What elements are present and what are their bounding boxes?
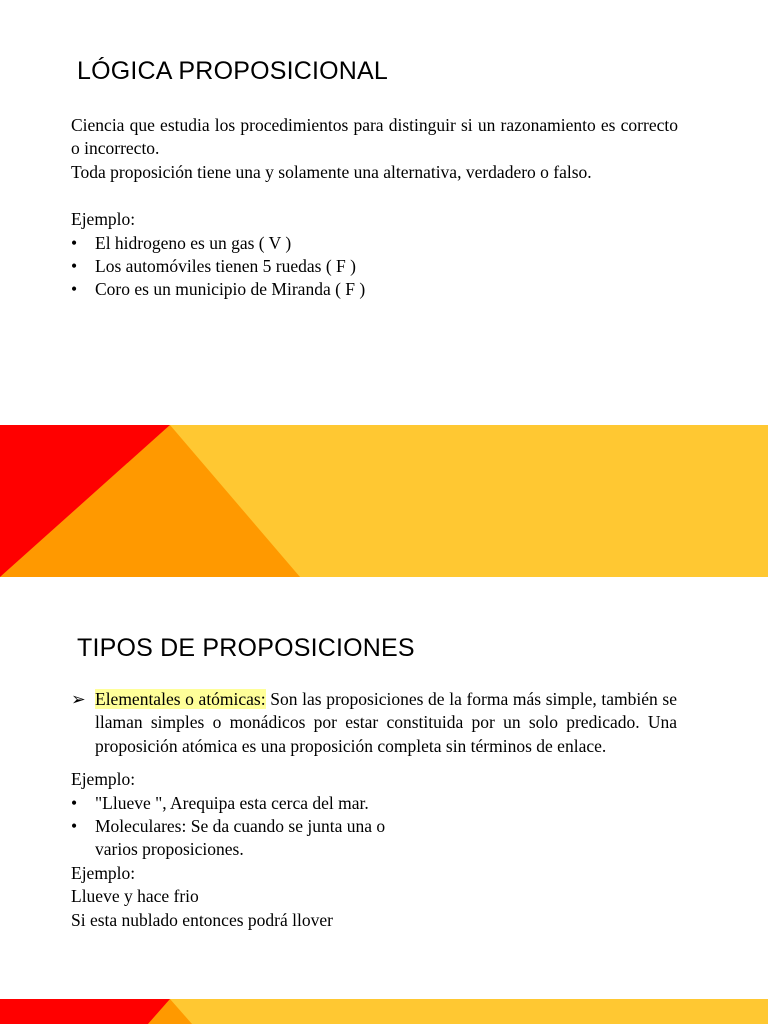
proposition-list: [71, 792, 677, 862]
triangle-band-graphic: [0, 999, 768, 1024]
highlighted-term: Elementales o atómicas:: [95, 689, 266, 709]
bullet-icon: •: [71, 279, 78, 300]
slide-1-body: [71, 114, 678, 302]
example-label-2: Ejemplo:: [71, 862, 136, 883]
list-item: • Coro es un municipio de Miranda ( F ): [71, 278, 678, 301]
example-label: Ejemplo:: [71, 209, 136, 230]
slide-1: [0, 0, 768, 425]
statement-paragraph: Toda proposición tiene una y solamente una alternativa, verdadero o falso.: [71, 161, 592, 182]
atomic-definition: [71, 688, 677, 758]
bullet-icon: •: [71, 256, 78, 277]
list-item: • Moleculares: Se da cuando se junta una o varios proposiciones.: [71, 816, 386, 860]
red-triangle: [0, 999, 170, 1024]
example-line: Llueve y hace frio: [71, 886, 199, 907]
bullet-icon: •: [71, 232, 78, 253]
triangle-band-graphic: [0, 425, 768, 577]
list-item: • "Llueve ", Arequipa esta cerca del mar.: [71, 792, 677, 815]
decorative-band-bottom: [0, 999, 768, 1024]
bullet-icon: •: [71, 816, 78, 837]
arrow-bullet-icon: ➢: [71, 689, 86, 709]
term-definition: Son las proposiciones de la forma más simple, también se llaman simples o monádicos por estar constituida por un solo predicado. Una proposición atómica es una proposición completa sin términos de enlace.: [95, 689, 677, 756]
example-label: Ejemplo:: [71, 769, 136, 790]
example-line: Si esta nublado entonces podrá llover: [71, 909, 333, 930]
decorative-band-top: [0, 425, 768, 577]
slide-2-title: TIPOS DE PROPOSICIONES: [77, 634, 415, 662]
list-item: • El hidrogeno es un gas ( V ): [71, 232, 678, 255]
definition-paragraph: Ciencia que estudia los procedimientos para distinguir si un razonamiento es correcto o incorrecto.: [71, 115, 678, 159]
list-item: • Los automóviles tienen 5 ruedas ( F ): [71, 255, 678, 278]
slide-2: [0, 577, 768, 1024]
example-list: [71, 232, 678, 302]
bullet-icon: •: [71, 792, 78, 813]
slide-1-title: LÓGICA PROPOSICIONAL: [77, 57, 389, 85]
slide-2-body: [71, 688, 677, 932]
